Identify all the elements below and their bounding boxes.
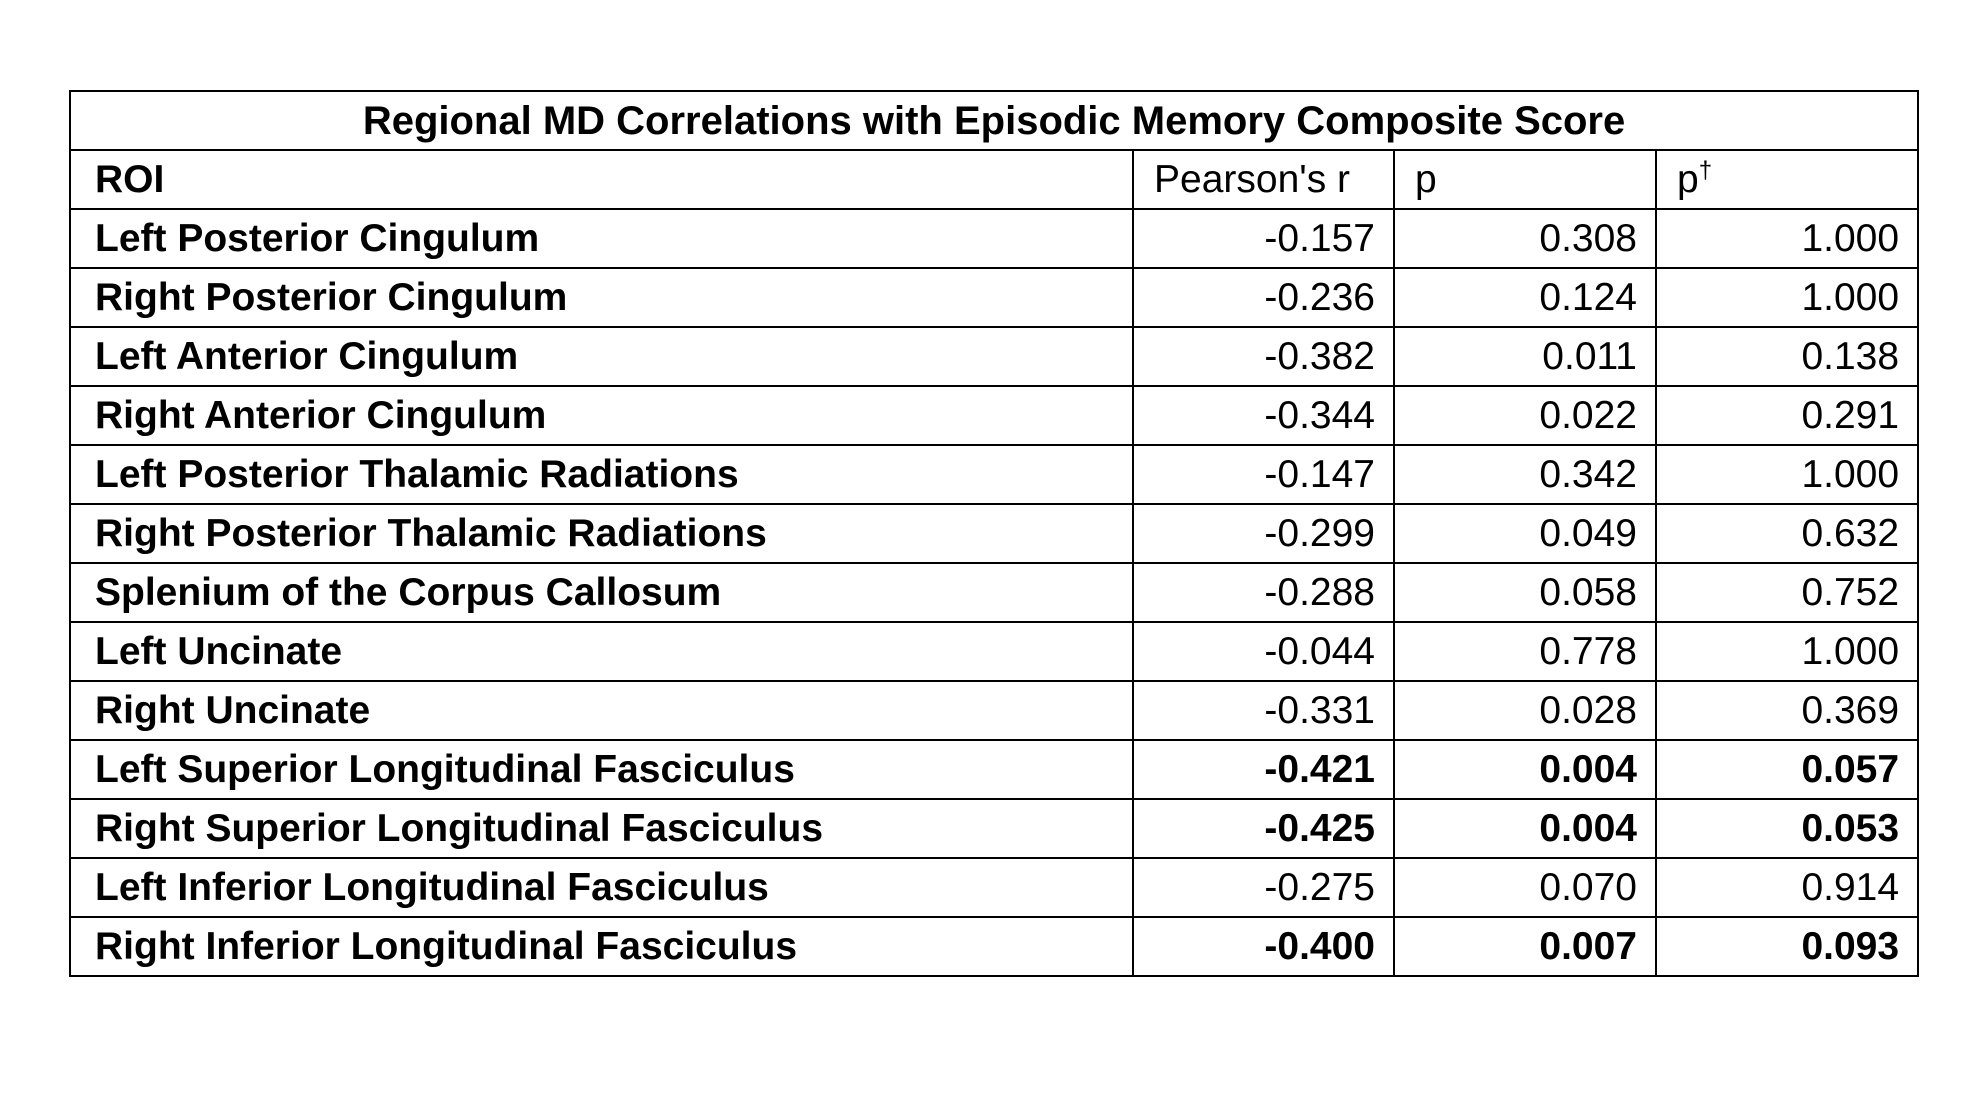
- header-pearson-r: Pearson's r: [1133, 150, 1394, 209]
- roi-cell: Left Uncinate: [70, 622, 1133, 681]
- roi-cell: Left Posterior Thalamic Radiations: [70, 445, 1133, 504]
- p-corrected-cell: 0.093: [1656, 917, 1918, 976]
- table-body: [70, 209, 1918, 976]
- p-corrected-cell: 1.000: [1656, 445, 1918, 504]
- pearson-r-cell: -0.421: [1133, 740, 1394, 799]
- p-value-cell: 0.308: [1394, 209, 1656, 268]
- header-p: p: [1394, 150, 1656, 209]
- header-p-corrected-mark: †: [1698, 157, 1713, 184]
- table-row: [70, 209, 1918, 268]
- p-value-cell: 0.342: [1394, 445, 1656, 504]
- pearson-r-cell: -0.236: [1133, 268, 1394, 327]
- roi-cell: Right Inferior Longitudinal Fasciculus: [70, 917, 1133, 976]
- p-value-cell: 0.058: [1394, 563, 1656, 622]
- pearson-r-cell: -0.425: [1133, 799, 1394, 858]
- table-row: [70, 622, 1918, 681]
- table-row: [70, 504, 1918, 563]
- p-value-cell: 0.022: [1394, 386, 1656, 445]
- table-row: [70, 268, 1918, 327]
- header-p-corrected-label: p: [1677, 158, 1699, 201]
- table-row: [70, 386, 1918, 445]
- roi-cell: Right Posterior Cingulum: [70, 268, 1133, 327]
- p-corrected-cell: 1.000: [1656, 209, 1918, 268]
- p-corrected-cell: 1.000: [1656, 622, 1918, 681]
- pearson-r-cell: -0.382: [1133, 327, 1394, 386]
- pearson-r-cell: -0.044: [1133, 622, 1394, 681]
- p-value-cell: 0.778: [1394, 622, 1656, 681]
- correlation-table: [69, 90, 1919, 977]
- p-corrected-cell: 1.000: [1656, 268, 1918, 327]
- header-roi: ROI: [70, 150, 1133, 209]
- table-row: [70, 327, 1918, 386]
- roi-cell: Right Uncinate: [70, 681, 1133, 740]
- p-corrected-cell: 0.291: [1656, 386, 1918, 445]
- table-title: Regional MD Correlations with Episodic Memory Composite Score: [70, 91, 1918, 150]
- p-value-cell: 0.011: [1394, 327, 1656, 386]
- p-value-cell: 0.124: [1394, 268, 1656, 327]
- p-value-cell: 0.070: [1394, 858, 1656, 917]
- roi-cell: Left Inferior Longitudinal Fasciculus: [70, 858, 1133, 917]
- header-p-corrected: [1656, 150, 1918, 209]
- pearson-r-cell: -0.288: [1133, 563, 1394, 622]
- table-row: [70, 681, 1918, 740]
- table-row: [70, 799, 1918, 858]
- roi-cell: Right Anterior Cingulum: [70, 386, 1133, 445]
- table-row: [70, 563, 1918, 622]
- pearson-r-cell: -0.299: [1133, 504, 1394, 563]
- p-corrected-cell: 0.632: [1656, 504, 1918, 563]
- pearson-r-cell: -0.147: [1133, 445, 1394, 504]
- table-row: [70, 858, 1918, 917]
- roi-cell: Splenium of the Corpus Callosum: [70, 563, 1133, 622]
- p-corrected-cell: 0.138: [1656, 327, 1918, 386]
- table-title-row: [70, 91, 1918, 150]
- pearson-r-cell: -0.275: [1133, 858, 1394, 917]
- roi-cell: Left Posterior Cingulum: [70, 209, 1133, 268]
- pearson-r-cell: -0.344: [1133, 386, 1394, 445]
- roi-cell: Right Posterior Thalamic Radiations: [70, 504, 1133, 563]
- pearson-r-cell: -0.331: [1133, 681, 1394, 740]
- p-value-cell: 0.028: [1394, 681, 1656, 740]
- p-value-cell: 0.004: [1394, 740, 1656, 799]
- p-corrected-cell: 0.057: [1656, 740, 1918, 799]
- p-corrected-cell: 0.053: [1656, 799, 1918, 858]
- p-corrected-cell: 0.914: [1656, 858, 1918, 917]
- p-value-cell: 0.049: [1394, 504, 1656, 563]
- roi-cell: Left Anterior Cingulum: [70, 327, 1133, 386]
- p-corrected-cell: 0.369: [1656, 681, 1918, 740]
- table-row: [70, 740, 1918, 799]
- pearson-r-cell: -0.157: [1133, 209, 1394, 268]
- roi-cell: Right Superior Longitudinal Fasciculus: [70, 799, 1133, 858]
- p-value-cell: 0.007: [1394, 917, 1656, 976]
- roi-cell: Left Superior Longitudinal Fasciculus: [70, 740, 1133, 799]
- p-value-cell: 0.004: [1394, 799, 1656, 858]
- table-header-row: [70, 150, 1918, 209]
- correlation-table-container: [69, 90, 1917, 977]
- p-corrected-cell: 0.752: [1656, 563, 1918, 622]
- pearson-r-cell: -0.400: [1133, 917, 1394, 976]
- table-row: [70, 445, 1918, 504]
- table-row: [70, 917, 1918, 976]
